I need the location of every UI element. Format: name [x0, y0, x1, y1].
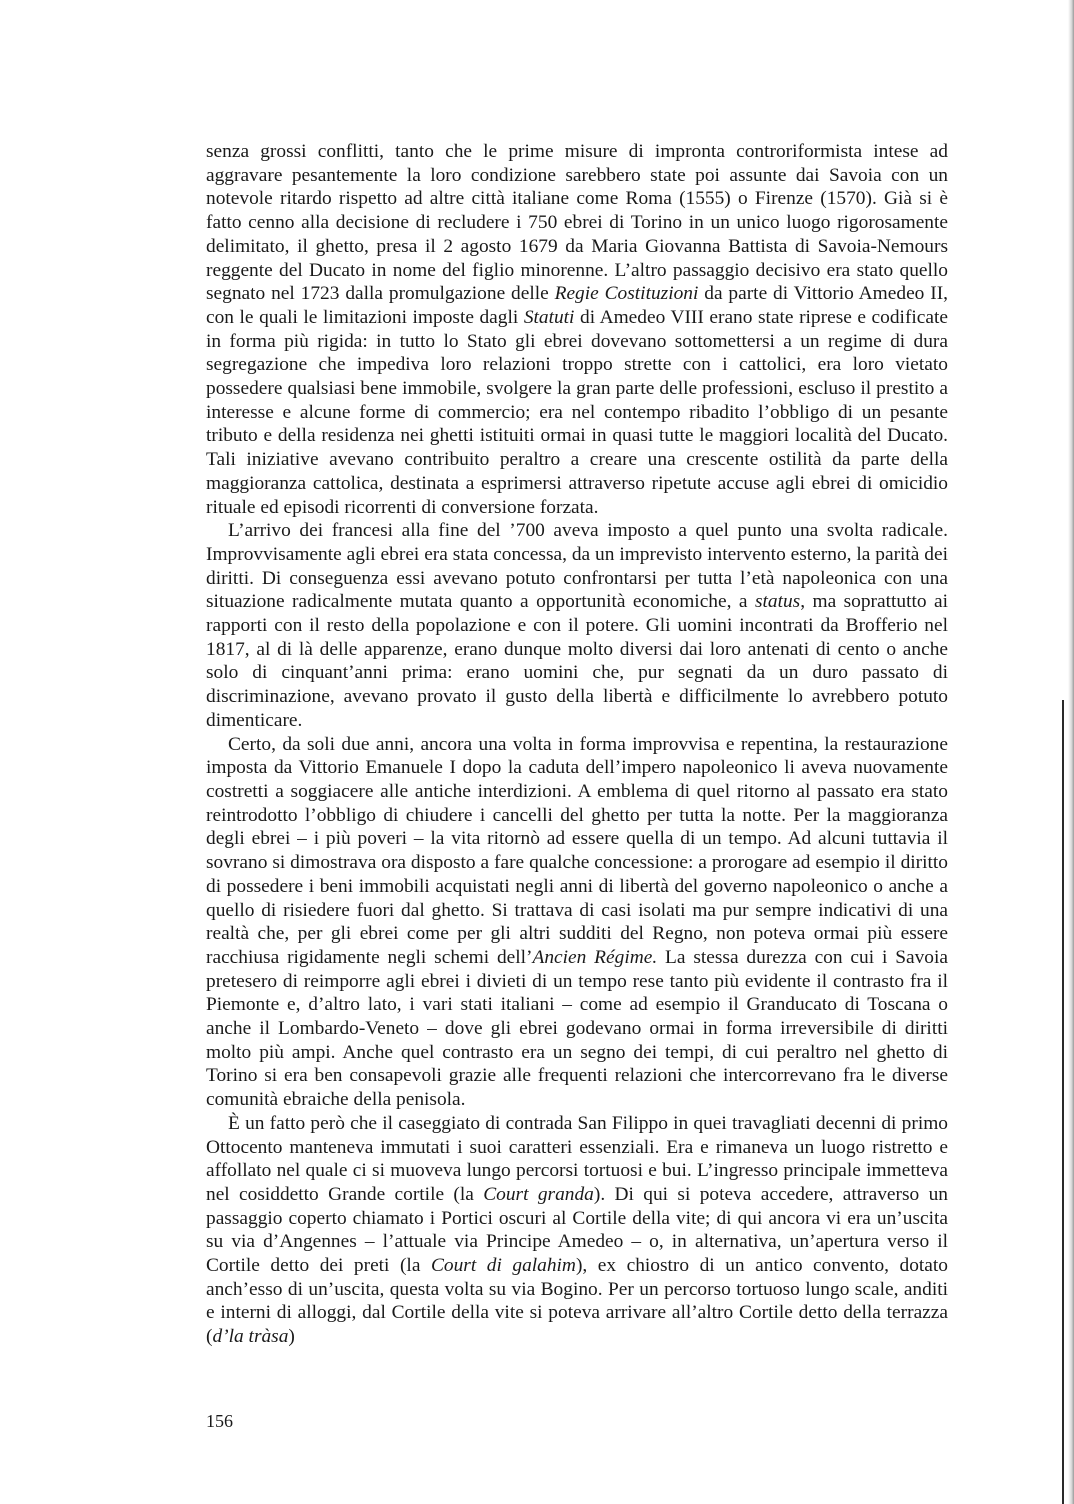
- page-number: 156: [206, 1411, 233, 1431]
- paragraph: [206, 519, 948, 732]
- text-run: La stessa durezza con cui i Savoia pretesero di reimporre agli ebrei i divieti di un tempo rese tanto più evidente il contrasto fra il Piemonte e, d’altro lato, i vari stati italiani – come ad esempio il Granducato di Toscana o anche il Lombardo-Veneto – dove gli ebrei godevano ormai in forma irreversibile di diritti molto più ampi. Anche quel contrasto era un segno dei tempi, di cui peraltro nel ghetto di Torino si era ben consapevoli grazie alle frequenti relazioni che intercorrevano fra le diverse comunità ebraiche della penisola.: [206, 946, 948, 1111]
- italic-text: Court di galahim: [430, 1255, 576, 1277]
- body-text: [206, 140, 948, 1349]
- italic-text: Ancien Régime.: [532, 946, 658, 968]
- text-run: senza grossi conflitti, tanto che le prime misure di impronta controriformista intese ad aggravare pesantemente la loro condizione sarebbero state poi assunte dai Savoia con un notevole ritardo rispetto ad altre città italiane come Roma (1555) o Firenze (1570). Già si è fatto cenno alla decisione di recludere i 750 ebrei di Torino in un unico luogo rigorosamente delimitato, il ghetto, presa il 2 agosto 1679 da Maria Giovanna Battista di Savoia-Nemours reggente del Ducato in nome del figlio minorenne. L’altro passaggio decisivo era stato quello segnato nel 1723 dalla promulgazione delle: [206, 141, 948, 305]
- scan-binding-line: [1062, 700, 1064, 1504]
- text-run: da parte di Vittorio Amedeo II, con le quali le limitazioni imposte dagli: [206, 283, 949, 328]
- italic-text: d’la tràsa: [212, 1326, 289, 1348]
- text-run: È un fatto però che il caseggiato di contrada San Filippo in quei travagliati decenni di primo Ottocento manteneva immutati i suoi caratteri essenziali. Era e rimaneva un luogo ristretto e affollato nel quale ci si muoveva lungo percorsi tortuosi e bui. L’ingresso principale immetteva nel cosiddetto Grande cortile (la: [206, 1112, 948, 1205]
- paragraph: [206, 1112, 948, 1349]
- scan-page-edge: [1068, 0, 1074, 1504]
- italic-text: Court granda: [483, 1183, 594, 1205]
- italic-text: Regie Costituzioni: [554, 283, 699, 305]
- text-run: di Amedeo VIII erano state riprese e codificate in forma più rigida: in tutto lo Stato gli ebrei dovevano sottomettersi a un regime di dura segregazione che impediva loro relazioni troppo strette con i cattolici, era loro vietato possedere qualsiasi bene immobile, svolgere la gran parte delle professioni, escluso il prestito a interesse e alcune forme di commercio; era nel contempo ribadito l’obbligo di un pesante tributo e della residenza nei ghetti istituiti ormai in quasi tutte le maggiori località del Ducato. Tali iniziative avevano contribuito peraltro a creare una crescente ostilità da parte della maggioranza cattolica, destinata a esprimersi attraverso ripetute accuse agli ebrei di omicidio rituale ed episodi ricorrenti di conversione forzata.: [206, 306, 948, 518]
- text-run: L’arrivo dei francesi alla fine del ’700 aveva imposto a quel punto una svolta radicale. Improvvisamente agli ebrei era stata concessa, da un imprevisto intervento esterno, la parità dei diritti. Di conseguenza essi avevano potuto confrontarsi per tutta l’età napoleonica con una situazione radicalmente mutata quanto a opportunità economiche, a: [206, 520, 948, 613]
- text-run: Certo, da soli due anni, ancora una volta in forma improvvisa e repentina, la restaurazione imposta da Vittorio Emanuele I dopo la caduta dell’impero napoleonico li aveva nuovamente costretti a soggiacere alle antiche interdizioni. A emblema di quel ritorno al passato era stato reintrodotto l’obbligo di chiudere i cancelli del ghetto per tutta la notte. Per la maggioranza degli ebrei – i più poveri – la vita ritornò ad essere quella di un tempo. Ad alcuni tuttavia il sovrano si dimostrava ora disposto a fare qualche concessione: a prorogare ad esempio il diritto di possedere i beni immobili acquistati negli anni di libertà del governo napoleonico o anche a quello di risiedere fuori dal ghetto. Si trattava di casi isolati ma pur sempre indicativi di una realtà che, per gli ebrei come per gli altri sudditi del Regno, non poteva ormai più essere racchiusa rigidamente negli schemi dell’: [206, 733, 948, 968]
- paragraph: [206, 733, 948, 1112]
- italic-text: status: [754, 591, 801, 613]
- italic-text: Statuti: [523, 306, 575, 328]
- text-run: ), ex chiostro di un antico convento, dotato anch’esso di un’uscita, questa volta su via Bogino. Per un percorso tortuoso lungo scale, anditi e interni di alloggi, dal Cortile della vite si poteva arrivare all’altro Cortile detto della terrazza (: [206, 1255, 948, 1348]
- text-run: ): [288, 1326, 295, 1348]
- text-run: , ma soprattutto ai rapporti con il resto della popolazione e con il potere. Gli uomini incontrati da Brofferio nel 1817, al di là delle apparenze, erano dunque molto diversi dai loro antenati di cento o anche solo di cinquant’anni prima: erano uomini che, pur segnati da un duro passato di discriminazione, avevano provato il gusto della libertà e difficilmente lo avrebbero potuto dimenticare.: [206, 591, 948, 731]
- text-run: ). Di qui si poteva accedere, attraverso un passaggio coperto chiamato i Portici oscuri al Cortile della vite; di qui ancora vi era un’uscita su via d’Angennes – l’attuale via Principe Amedeo – o, in alternativa, un’apertura verso il Cortile detto dei preti (la: [206, 1183, 948, 1277]
- paragraph: [206, 140, 948, 519]
